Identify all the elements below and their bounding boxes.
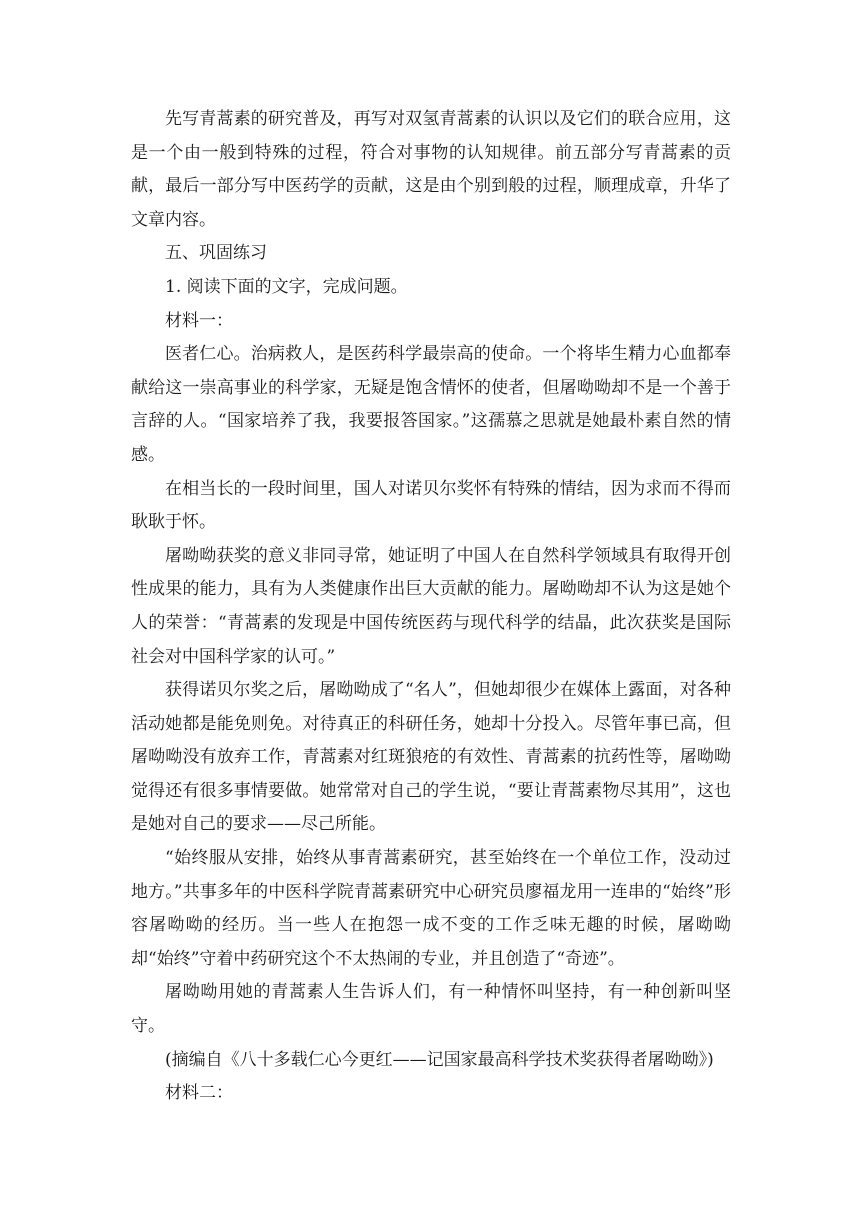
material-one-label: 材料一： [165, 310, 233, 331]
paragraph: 屠呦呦用她的青蒿素人生告诉人们，有一种情怀叫坚持，有一种创新叫坚守。 [131, 982, 731, 1037]
paragraph: 屠呦呦获奖的意义非同寻常，她证明了中国人在自然科学领域具有取得开创性成果的能力，具有为人类健康作出巨大贡献的能力。屠呦呦却不认为这是她个人的荣誉：“青蒿素的发现是中国传统医药与现代科学的结晶，此次获奖是国际社会对中国科学家的认可。” [131, 545, 731, 667]
paragraph-summary: 先写青蒿素的研究普及，再写对双氢青蒿素的认识以及它们的联合应用，这是一个由一般到特殊的过程，符合对事物的认知规律。前五部分写青蒿素的贡献，最后一部分写中医药学的贡献，这是由个别到般的过程，顺理成章，升华了文章内容。 [131, 109, 731, 230]
paragraph: 医者仁心。治病救人，是医药科学最崇高的使命。一个将毕生精力心血都奉献给这一崇高事业的科学家，无疑是饱含情怀的使者，但屠呦呦却不是一个善于言辞的人。“国家培养了我，我要报答国家。”这孺慕之思就是她最朴素自然的情感。 [131, 344, 731, 465]
source-citation: (摘编自《八十多载仁心今更红——记国家最高科学技术奖获得者屠呦呦》) [165, 1049, 714, 1070]
paragraph: “始终服从安排，始终从事青蒿素研究，甚至始终在一个单位工作，没动过地方。”共事多年的中医科学院青蒿素研究中心研究员廖福龙用一连串的“始终”形容屠呦呦的经历。当一些人在抱怨一成不变的工作乏味无趣的时候，屠呦呦却“始终”守着中药研究这个不太热闹的专业，并且创造了“奇迹”。 [131, 848, 731, 969]
paragraph: 在相当长的一段时间里，国人对诺贝尔奖怀有特殊的情结，因为求而不得而耿耿于怀。 [131, 478, 731, 533]
document-body [131, 103, 731, 1111]
paragraph: 获得诺贝尔奖之后，屠呦呦成了“名人”，但她却很少在媒体上露面，对各种活动她都是能免则免。对待真正的科研任务，她却十分投入。尽管年事已高，但屠呦呦没有放弃工作，青蒿素对红斑狼疮的有效性、青蒿素的抗药性等，屠呦呦觉得还有很多事情要做。她常常对自己的学生说，“要让青蒿素物尽其用”，这也是她对自己的要求——尽己所能。 [131, 680, 731, 835]
question-prompt: 1. 阅读下面的文字，完成问题。 [165, 276, 408, 297]
section-heading: 五、巩固练习 [165, 243, 267, 264]
material-two-label: 材料二： [165, 1083, 233, 1104]
